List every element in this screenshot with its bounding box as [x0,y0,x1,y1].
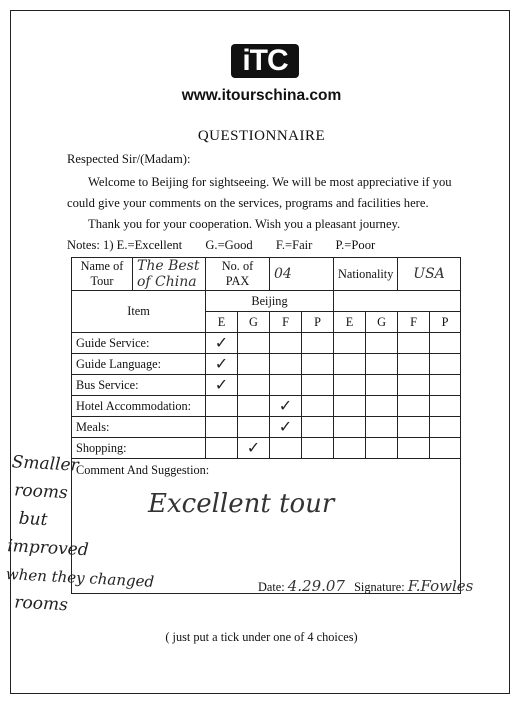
rating-cell[interactable] [302,396,334,417]
grade-header-cell: G [238,312,270,333]
footnote: ( just put a tick under one of 4 choices) [165,630,358,644]
rating-cell[interactable] [334,354,366,375]
rating-cell[interactable] [366,354,398,375]
rating-cell[interactable] [398,417,430,438]
rating-cell[interactable]: ✓ [206,375,238,396]
rating-cell[interactable] [366,333,398,354]
grade-header-cell: F [270,312,302,333]
nationality-label: Nationality [334,258,398,291]
notes-poor: P.=Poor [335,238,376,252]
rating-cell[interactable] [398,354,430,375]
row-label: Bus Service: [72,375,206,396]
row-label: Guide Language: [72,354,206,375]
rating-cell[interactable] [366,396,398,417]
rating-cell[interactable] [270,333,302,354]
rating-cell[interactable]: ✓ [270,417,302,438]
rating-cell[interactable] [270,375,302,396]
date-signature [258,577,473,595]
margin-note-line: but [18,508,48,531]
rating-cell[interactable] [334,333,366,354]
grade-header-cell: G [366,312,398,333]
row-label: Hotel Accommodation: [72,396,206,417]
table-row [72,396,461,417]
margin-handwritten-note [4,448,161,624]
nationality-field[interactable]: USA [398,258,461,291]
city-header-beijing: Beijing [206,291,334,312]
rating-cell[interactable]: ✓ [238,438,270,459]
letter-line-3: Thank you for your cooperation. Wish you a pleasant journey. [88,217,401,231]
signature-label: Signature: [354,580,405,594]
rating-rows [72,333,461,459]
notes-good: G.=Good [205,238,253,252]
rating-cell[interactable] [430,417,461,438]
rating-cell[interactable] [334,396,366,417]
city-header-blank [334,291,461,312]
rating-cell[interactable] [238,375,270,396]
letter-line-1: Welcome to Beijing for sightseeing. We will be most appreciative if you [88,175,452,189]
rating-cell[interactable] [366,438,398,459]
itc-logo: iTC [231,44,299,78]
name-of-tour-label: Name of Tour [72,258,133,291]
margin-note-line: improved [6,536,90,561]
rating-cell[interactable] [270,438,302,459]
item-header: Item [72,291,206,333]
notes-fair: F.=Fair [275,238,313,252]
table-row [72,333,461,354]
rating-cell[interactable] [206,417,238,438]
margin-note-line: when they changed [5,565,155,591]
rating-cell[interactable] [302,438,334,459]
table-row [72,375,461,396]
margin-note-line: rooms [13,480,69,504]
rating-cell[interactable] [430,396,461,417]
rating-cell[interactable] [270,354,302,375]
signature-value: F.Fowles [407,577,474,595]
margin-note-line: rooms [13,592,69,616]
rating-cell[interactable] [302,375,334,396]
rating-cell[interactable]: ✓ [206,354,238,375]
salutation: Respected Sir/(Madam): [67,152,191,166]
rating-cell[interactable] [398,438,430,459]
page-title: QUESTIONNAIRE [197,128,326,144]
grade-header-cell: E [206,312,238,333]
row-label: Guide Service: [72,333,206,354]
rating-cell[interactable] [238,333,270,354]
rating-cell[interactable]: ✓ [270,396,302,417]
rating-cell[interactable] [238,417,270,438]
row-label: Meals: [72,417,206,438]
rating-cell[interactable] [206,396,238,417]
name-of-tour-field[interactable]: The Best of China [133,258,206,291]
table-row [72,354,461,375]
pax-label: No. of PAX [206,258,270,291]
rating-cell[interactable]: ✓ [206,333,238,354]
rating-cell[interactable] [302,354,334,375]
date-label: Date: [258,580,285,594]
rating-cell[interactable] [334,375,366,396]
rating-cell[interactable] [334,417,366,438]
notes-excellent: Notes: 1) E.=Excellent [67,238,183,252]
rating-cell[interactable] [302,333,334,354]
table-row [72,417,461,438]
grade-header-cell: F [398,312,430,333]
rating-cell[interactable] [302,417,334,438]
rating-cell[interactable] [430,354,461,375]
notes [67,238,395,253]
comment-value: Excellent tour [148,489,335,519]
rating-cell[interactable] [206,438,238,459]
rating-cell[interactable] [238,396,270,417]
letter-line-2: could give your comments on the services, programs and facilities here. [67,196,429,210]
row-label: Shopping: [72,438,206,459]
rating-cell[interactable] [398,396,430,417]
date-value: 4.29.07 [287,577,345,595]
rating-cell[interactable] [366,417,398,438]
grade-header-cell: P [430,312,461,333]
rating-cell[interactable] [398,375,430,396]
rating-cell[interactable] [398,333,430,354]
margin-note-line: Smaller [11,452,80,476]
rating-cell[interactable] [430,438,461,459]
rating-cell[interactable] [430,375,461,396]
rating-cell[interactable] [366,375,398,396]
pax-field[interactable]: 04 [270,258,334,291]
rating-cell[interactable] [238,354,270,375]
rating-cell[interactable] [334,438,366,459]
rating-cell[interactable] [430,333,461,354]
comment-label: Comment And Suggestion: [76,463,210,477]
website-url: www.itourschina.com [181,87,342,104]
grade-header-cell: P [302,312,334,333]
grade-header-cell: E [334,312,366,333]
